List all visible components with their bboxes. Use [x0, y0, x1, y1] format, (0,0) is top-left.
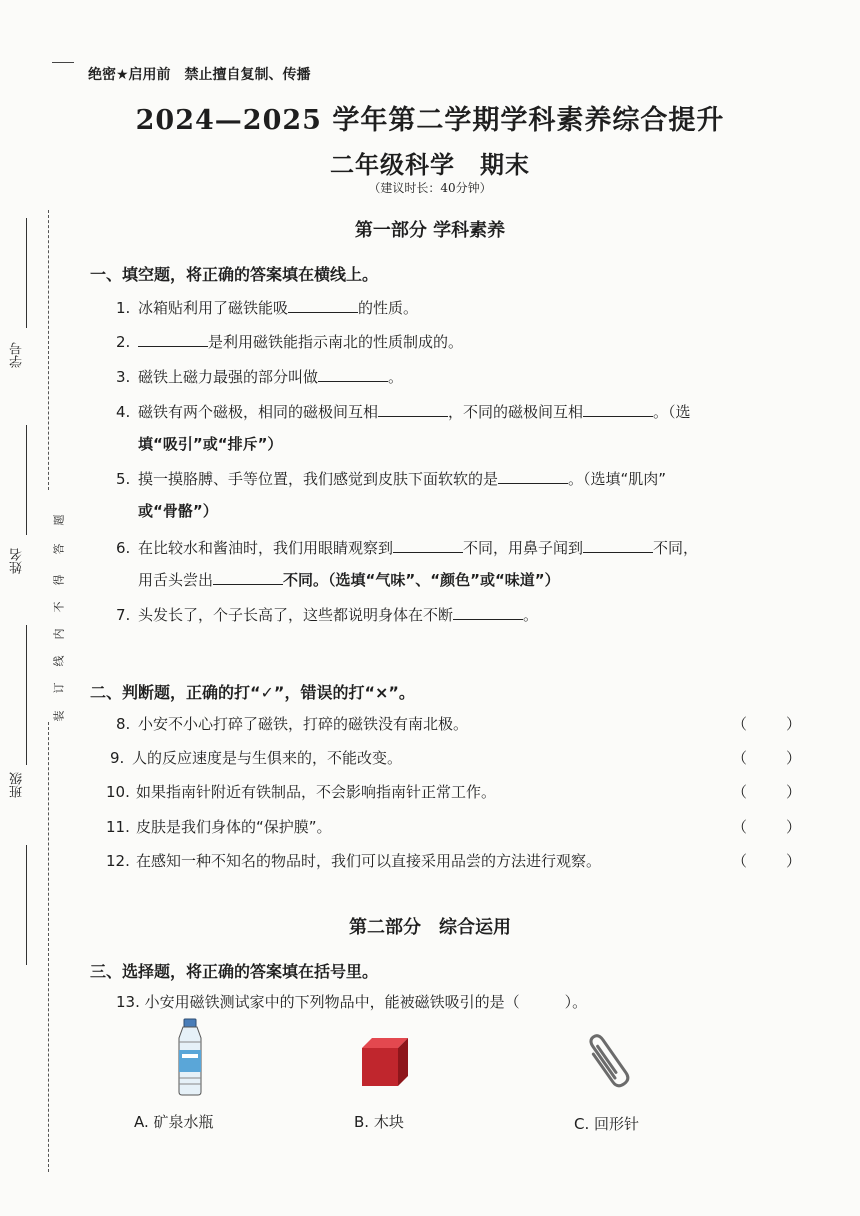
- seal-char: 线: [52, 655, 66, 667]
- class-label: 班级: [10, 772, 25, 798]
- answer-blank[interactable]: [583, 538, 653, 553]
- name-label: 姓名: [10, 548, 25, 574]
- section2-heading: 二、判断题，正确的打“✓”，错误的打“×”。: [90, 683, 415, 702]
- question-4-note: 填“吸引”或“排斥”）: [138, 435, 283, 453]
- answer-blank[interactable]: [583, 402, 653, 417]
- time-note: （建议时长：40分钟）: [368, 181, 492, 195]
- answer-paren-close: ）: [786, 715, 802, 733]
- answer-blank[interactable]: [453, 605, 523, 620]
- answer-blank[interactable]: [498, 469, 568, 484]
- section1-heading: 一、填空题，将正确的答案填在横线上。: [90, 265, 379, 284]
- answer-blank[interactable]: [138, 332, 208, 347]
- answer-paren-open[interactable]: （: [732, 818, 748, 836]
- answer-paren-close: ）: [786, 818, 802, 836]
- answer-paren-close: ）: [786, 749, 802, 767]
- question-7: 7. 头发长了，个子长高了，这些都说明身体在不断 。: [116, 606, 539, 624]
- name-line: [26, 425, 27, 535]
- answer-blank[interactable]: [393, 538, 463, 553]
- part2-title: 第二部分 综合运用: [349, 917, 511, 938]
- seal-char: 装: [52, 710, 66, 722]
- answer-paren-open[interactable]: （: [732, 783, 748, 801]
- class-line: [26, 625, 27, 765]
- seal-dashed-line-top: [48, 210, 49, 490]
- student-id-label: 学号: [10, 342, 25, 368]
- option-c-label[interactable]: C. 回形针: [574, 1115, 640, 1133]
- top-rule: [52, 62, 74, 63]
- question-9: 9. 人的反应速度是与生俱来的，不能改变。: [110, 749, 403, 767]
- answer-paren-close: ）: [786, 783, 802, 801]
- question-6-cont: 用舌头尝出 不同。（选填“气味”、“颜色”或“味道”）: [138, 571, 560, 589]
- page-subtitle: 二年级科学 期末: [330, 150, 530, 179]
- section3-heading: 三、选择题，将正确的答案填在括号里。: [90, 962, 379, 981]
- question-10: 10. 如果指南针附近有铁制品，不会影响指南针正常工作。: [106, 783, 497, 801]
- question-4: 4. 磁铁有两个磁极，相同的磁极间互相 ，不同的磁极间互相 。（选: [116, 403, 691, 421]
- extra-line: [26, 845, 27, 965]
- confidential-mark: 绝密★启用前 禁止擅自复制、传播: [88, 67, 311, 83]
- seal-char: 得: [52, 574, 66, 586]
- paperclip-icon: [587, 1028, 631, 1090]
- seal-char: 答: [52, 543, 66, 555]
- question-1: 1. 冰箱贴利用了磁铁能吸 的性质。: [116, 299, 419, 317]
- water-bottle-icon: [173, 1018, 207, 1096]
- option-b-label[interactable]: B. 木块: [354, 1113, 404, 1131]
- question-13: 13. 小安用磁铁测试家中的下列物品中，能被磁铁吸引的是（ ）。: [116, 993, 588, 1011]
- answer-paren-open[interactable]: （: [732, 715, 748, 733]
- question-12: 12. 在感知一种不知名的物品时，我们可以直接采用品尝的方法进行观察。: [106, 852, 602, 870]
- question-5-note: 或“骨骼”）: [138, 502, 218, 520]
- answer-paren-open[interactable]: （: [732, 749, 748, 767]
- seal-char: 内: [52, 628, 66, 640]
- question-8: 8. 小安不小心打碎了磁铁，打碎的磁铁没有南北极。: [116, 715, 469, 733]
- seal-char: 不: [52, 601, 66, 613]
- part1-title: 第一部分 学科素养: [354, 220, 506, 241]
- seal-char: 题: [52, 514, 66, 526]
- seal-char: 订: [52, 682, 66, 694]
- answer-blank[interactable]: [318, 367, 388, 382]
- question-2: 2. 是利用磁铁能指示南北的性质制成的。: [116, 333, 464, 351]
- question-11: 11. 皮肤是我们身体的“保护膜”。: [106, 818, 332, 836]
- answer-paren-open[interactable]: （: [732, 852, 748, 870]
- seal-dashed-line-bottom: [48, 722, 49, 1172]
- question-6: 6. 在比较水和酱油时，我们用眼睛观察到 不同，用鼻子闻到 不同，: [116, 539, 699, 557]
- question-5: 5. 摸一摸胳膊、手等位置，我们感觉到皮肤下面软软的是 。（选填“肌肉”: [116, 470, 667, 488]
- answer-paren-close: ）: [786, 852, 802, 870]
- answer-blank[interactable]: [378, 402, 448, 417]
- answer-blank[interactable]: [288, 298, 358, 313]
- answer-blank[interactable]: [213, 570, 283, 585]
- option-a-label[interactable]: A. 矿泉水瓶: [134, 1113, 214, 1131]
- wood-block-icon: [358, 1034, 412, 1088]
- question-3: 3. 磁铁上磁力最强的部分叫做 。: [116, 368, 404, 386]
- page-title: 2024—2025 学年第二学期学科素养综合提升: [135, 105, 725, 136]
